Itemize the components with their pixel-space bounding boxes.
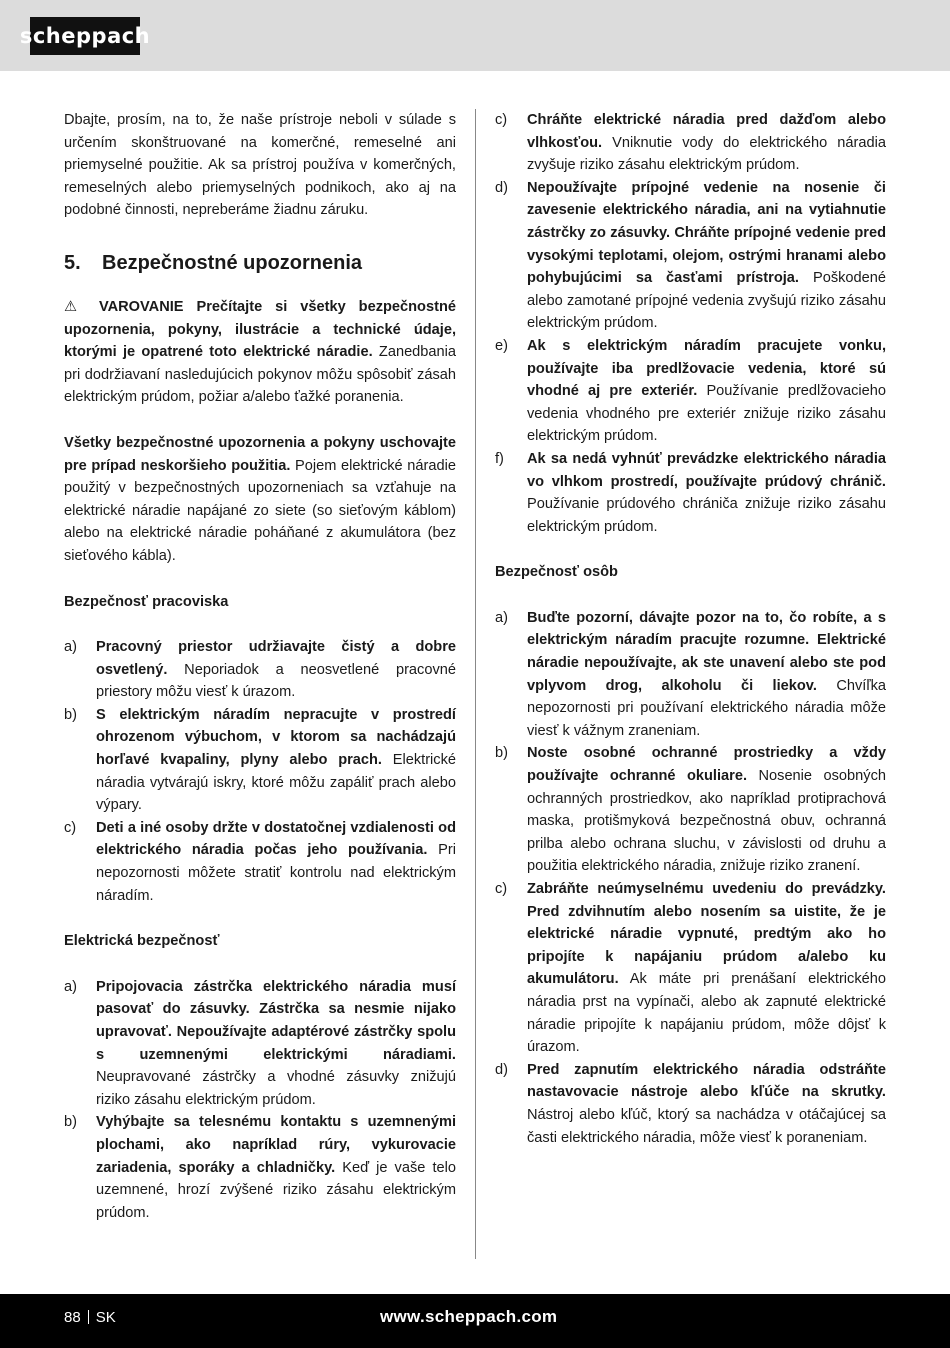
scheppach-logo: scheppach <box>30 17 140 55</box>
list-item: e) Ak s elektrickým náradím pracujete vonku, používajte iba predlžovacie vedenia, ktoré sú vhodné aj pre exteriér. Používanie predlžovacieho vedenia vhodného pre exteriér znižuje riziko zásahu elektrickým prúdom. <box>495 337 886 445</box>
list-item: b) Noste osobné ochranné prostriedky a vždy používajte ochranné okuliare. Nosenie osobných ochranných prostriedkov, ako napríklad protiprachová maska, protišmyková bezpečnostná obuv, ochranná prilba alebo ochrana sluchu, v závislosti od druhu a použitia elektrického náradia, znižuje riziko zranení. <box>495 745 886 875</box>
keep-text: Pojem elektrické náradie použitý v bezpečnostných upozorneniach sa vzťahuje na elektrické náradie napájané zo siete (so sieťovým káblom) alebo na elektrické náradie poháňané z akumulátora (bez sieťového kábla). <box>64 457 456 564</box>
electrical-heading: Elektrická bezpečnosť <box>64 933 220 950</box>
list-item: a) Buďte pozorní, dávajte pozor na to, čo robíte, a s elektrickým náradím pracujte rozumne. Elektrické náradie nepoužívajte, ak ste unavení alebo ste pod vplyvom drog, alkoholu či liekov. Chvíľka nepozornosti pri používaní elektrického náradia môže viesť k vážnym zraneniam. <box>495 609 887 739</box>
language-code: SK <box>95 1309 116 1326</box>
warning-triangle-icon: ⚠ <box>64 298 86 315</box>
right-column <box>495 109 886 1149</box>
workplace-heading: Bezpečnosť pracoviska <box>64 593 229 610</box>
section-heading <box>64 245 456 283</box>
list-item: c) Chráňte elektrické náradia pred dažďom alebo vlhkosťou. Vniknutie vody do elektrického náradia zvyšuje riziko zásahu elektrickým prúdom. <box>495 112 886 174</box>
list-item: a) Pripojovacia zástrčka elektrického náradia musí pasovať do zásuvky. Zástrčka sa nesmie nijako upravovať. Nepoužívajte adaptérové zástrčky spolu s uzemnenými elektrickými náradiami. Neupravované zástrčky a vhodné zásuvky znižujú riziko zásahu elektrickým prúdom. <box>64 978 456 1108</box>
page-indicator <box>64 1309 116 1326</box>
keep-bold: Všetky bezpečnostné upozornenia a pokyny uschovajte pre prípad neskoršieho použitia. <box>64 434 456 474</box>
list-item: d) Pred zapnutím elektrického náradia odstráňte nastavovacie nástroje alebo kľúče na skrutky. Nástroj alebo kľúč, ktorý sa nachádza v otáčajúcej sa časti elektrického náradia, môže viesť k poraneniam. <box>495 1061 886 1146</box>
list-item: b) Vyhýbajte sa telesnému kontaktu s uzemnenými plochami, ako napríklad rúry, vykurovacie zariadenia, sporáky a chladničky. Keď je vaše telo uzemnené, hrozí zvýšené riziko zásahu elektrickým prúdom. <box>64 1114 456 1221</box>
warning-block <box>64 296 456 409</box>
website-url[interactable]: www.scheppach.com <box>380 1307 558 1326</box>
section-number: 5. <box>64 251 81 274</box>
list-item: c) Zabráňte neúmyselnému uvedeniu do prevádzky. Pred zdvihnutím alebo nosením sa uistite, že je elektrické náradie vypnuté, predtým ako ho pripojíte k napájaniu prúdom a/alebo ku akumulátoru. Ak máte pri prenášaní elektrického náradia prst na vypínači, alebo ak zapnuté elektrické náradie pripojíte k napájaniu prúdom, môže dôjsť k úrazom. <box>495 881 886 1056</box>
footer-bar <box>0 1294 950 1348</box>
column-divider <box>475 109 476 1259</box>
list-item: c) Deti a iné osoby držte v dostatočnej vzdialenosti od elektrického náradia počas jeho používania. Pri nepozornosti môžete stratiť kontrolu nad elektrickým náradím. <box>64 819 457 904</box>
list-item: d) Nepoužívajte prípojné vedenie na nosenie či zavesenie elektrického náradia, ani na vytiahnutie zástrčky zo zásuvky. Chráňte prípojné vedenie pred vysokými teplotami, olejom, ostrými hranami alebo pohybujúcimi sa časťami prístroja. Poškodené alebo zamotané prípojné vedenia zvyšujú riziko zásahu elektrickým prúdom. <box>495 179 886 332</box>
left-column <box>64 109 456 1224</box>
footer-separator <box>88 1310 89 1324</box>
intro-paragraph: Dbajte, prosím, na to, že naše prístroje neboli v súlade s určením skonštruované na komerčné, remeselné ani priemyselné použitie. Ak sa prístroj používa v komerčných, remeselných alebo priemyselných podnikoch, ako aj na podobné činnosti, nepreberáme žiadnu záruku. <box>64 112 456 219</box>
header-band <box>0 0 950 71</box>
warning-bold: VAROVANIE Prečítajte si všetky bezpečnostné upozornenia, pokyny, ilustrácie a technické údaje, ktorými je opatrené toto elektrické náradie. <box>64 298 456 361</box>
list-item: a) Pracovný priestor udržiavajte čistý a dobre osvetlený. Neporiadok a neosvetlené pracovné priestory môžu viesť k úrazom. <box>64 639 456 701</box>
list-item: b) S elektrickým náradím nepracujte v prostredí ohrozenom výbuchom, v ktorom sa nachádzajú horľavé kvapaliny, plyny alebo prach. Elektrické náradia vytvárajú iskry, ktoré môžu zapáliť prach alebo výpary. <box>64 706 457 814</box>
page-number: 88 <box>64 1309 81 1326</box>
keep-instructions-block <box>64 432 456 568</box>
list-item: f) Ak sa nedá vyhnúť prevádzke elektrického náradia vo vlhkom prostredí, používajte prúdový chránič. Používanie prúdového chrániča znižuje riziko zásahu elektrickým prúdom. <box>495 450 886 535</box>
warning-text: Zanedbania pri dodržiavaní nasledujúcich pokynov môžu spôsobiť zásah elektrickým prúdom, požiar a/alebo ťažké poranenia. <box>64 344 457 406</box>
personal-heading: Bezpečnosť osôb <box>495 564 618 581</box>
section-title: Bezpečnostné upozornenia <box>102 251 363 274</box>
